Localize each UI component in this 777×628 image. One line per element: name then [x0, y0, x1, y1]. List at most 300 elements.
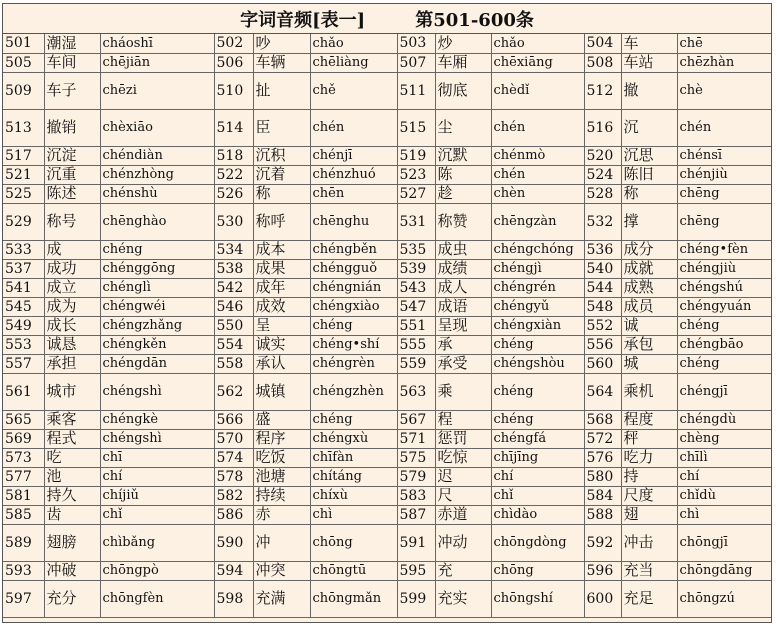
- entry-pinyin: chèdǐ: [491, 72, 584, 109]
- entry-number: 502: [214, 34, 253, 53]
- entry-word: 吃力: [621, 448, 677, 467]
- entry-pinyin: chén: [310, 109, 397, 146]
- entry-pinyin: chōngpò: [100, 561, 214, 580]
- entry-word: 吃惊: [435, 448, 491, 467]
- entry-pinyin: chéngguǒ: [310, 259, 397, 278]
- table-row: [3, 373, 771, 410]
- entry-number: 551: [397, 316, 435, 335]
- entry-pinyin: chéngfá: [491, 429, 584, 448]
- entry-pinyin: chénjiù: [677, 165, 771, 184]
- entry-pinyin: chèxiāo: [100, 109, 214, 146]
- entry-word: 乘: [435, 373, 491, 410]
- entry-number: 537: [3, 259, 44, 278]
- entry-pinyin: chì: [677, 505, 771, 524]
- entry-number: 512: [584, 72, 621, 109]
- entry-pinyin: chénglì: [100, 278, 214, 297]
- entry-pinyin: chējiān: [100, 53, 214, 72]
- entry-number: 515: [397, 109, 435, 146]
- entry-pinyin: chéng•fèn: [677, 240, 771, 259]
- entry-word: 诚恳: [44, 335, 100, 354]
- entry-number: 508: [584, 53, 621, 72]
- entry-pinyin: chéngyǔ: [491, 297, 584, 316]
- entry-word: 承包: [621, 335, 677, 354]
- entry-word: 成立: [44, 278, 100, 297]
- entry-word: 程序: [253, 429, 310, 448]
- entry-number: 566: [214, 410, 253, 429]
- entry-pinyin: chéng: [310, 316, 397, 335]
- entry-pinyin: chōngdòng: [491, 524, 584, 561]
- entry-pinyin: chē: [677, 34, 771, 53]
- entry-number: 559: [397, 354, 435, 373]
- entry-word: 程: [435, 410, 491, 429]
- entry-word: 车间: [44, 53, 100, 72]
- entry-number: 505: [3, 53, 44, 72]
- entry-pinyin: chōng: [491, 561, 584, 580]
- entry-word: 城镇: [253, 373, 310, 410]
- entry-pinyin: chéngdān: [100, 354, 214, 373]
- entry-pinyin: chōng: [310, 524, 397, 561]
- entry-number: 565: [3, 410, 44, 429]
- entry-word: 城市: [44, 373, 100, 410]
- entry-pinyin: chéngshì: [100, 373, 214, 410]
- entry-number: 582: [214, 486, 253, 505]
- entry-word: 迟: [435, 467, 491, 486]
- entry-number: 585: [3, 505, 44, 524]
- table-row: [3, 109, 771, 146]
- entry-word: 称: [253, 184, 310, 203]
- entry-number: 558: [214, 354, 253, 373]
- entry-number: 600: [584, 580, 621, 617]
- entry-word: 撑: [621, 203, 677, 240]
- table-row: [3, 429, 771, 448]
- entry-pinyin: chéngzhǎng: [100, 316, 214, 335]
- entry-number: 584: [584, 486, 621, 505]
- entry-word: 沉淀: [44, 146, 100, 165]
- entry-pinyin: chéngběn: [310, 240, 397, 259]
- entry-word: 城: [621, 354, 677, 373]
- entry-pinyin: chōngmǎn: [310, 580, 397, 617]
- entry-pinyin: chéngzhèn: [310, 373, 397, 410]
- entry-number: 562: [214, 373, 253, 410]
- table-row: [3, 524, 771, 561]
- table-row: [3, 505, 771, 524]
- entry-pinyin: chén: [491, 109, 584, 146]
- entry-word: 陈述: [44, 184, 100, 203]
- entry-word: 车厢: [435, 53, 491, 72]
- entry-pinyin: chéngkěn: [100, 335, 214, 354]
- entry-number: 543: [397, 278, 435, 297]
- entry-pinyin: chéngdù: [677, 410, 771, 429]
- entry-pinyin: chījīng: [491, 448, 584, 467]
- entry-number: 503: [397, 34, 435, 53]
- entry-number: 595: [397, 561, 435, 580]
- entry-pinyin: chéng•shí: [310, 335, 397, 354]
- table-row: [3, 486, 771, 505]
- table-row: [3, 259, 771, 278]
- entry-word: 彻底: [435, 72, 491, 109]
- entry-pinyin: chōngshí: [491, 580, 584, 617]
- entry-word: 称号: [44, 203, 100, 240]
- entry-word: 池: [44, 467, 100, 486]
- entry-word: 成本: [253, 240, 310, 259]
- entry-word: 承受: [435, 354, 491, 373]
- entry-number: 590: [214, 524, 253, 561]
- entry-pinyin: chénshù: [100, 184, 214, 203]
- entry-pinyin: chénzhòng: [100, 165, 214, 184]
- entry-number: 501: [3, 34, 44, 53]
- entry-number: 589: [3, 524, 44, 561]
- entry-pinyin: chén: [677, 109, 771, 146]
- entry-number: 569: [3, 429, 44, 448]
- entry-word: 齿: [44, 505, 100, 524]
- entry-word: 尘: [435, 109, 491, 146]
- entry-word: 车: [621, 34, 677, 53]
- entry-number: 555: [397, 335, 435, 354]
- entry-word: 成为: [44, 297, 100, 316]
- entry-number: 522: [214, 165, 253, 184]
- entry-word: 池塘: [253, 467, 310, 486]
- entry-word: 冲: [253, 524, 310, 561]
- entry-pinyin: chénggōng: [100, 259, 214, 278]
- entry-number: 574: [214, 448, 253, 467]
- entry-pinyin: chēng: [677, 184, 771, 203]
- entry-number: 540: [584, 259, 621, 278]
- entry-word: 成熟: [621, 278, 677, 297]
- entry-pinyin: chéngxiàn: [491, 316, 584, 335]
- table-row: [3, 278, 771, 297]
- entry-number: 573: [3, 448, 44, 467]
- entry-number: 581: [3, 486, 44, 505]
- entry-word: 成语: [435, 297, 491, 316]
- entry-pinyin: chéng: [677, 354, 771, 373]
- table-row: [3, 580, 771, 617]
- entry-number: 548: [584, 297, 621, 316]
- entry-word: 尺: [435, 486, 491, 505]
- entry-word: 程式: [44, 429, 100, 448]
- entry-pinyin: chénmò: [491, 146, 584, 165]
- entry-pinyin: chítáng: [310, 467, 397, 486]
- entry-number: 525: [3, 184, 44, 203]
- entry-number: 524: [584, 165, 621, 184]
- entry-pinyin: chìdào: [491, 505, 584, 524]
- entry-pinyin: chéngwéi: [100, 297, 214, 316]
- entry-number: 536: [584, 240, 621, 259]
- entry-word: 成虫: [435, 240, 491, 259]
- entry-number: 571: [397, 429, 435, 448]
- entry-word: 成员: [621, 297, 677, 316]
- entry-word: 沉着: [253, 165, 310, 184]
- sheet-title: 字词音频[表一] 第501-600条: [3, 4, 771, 34]
- entry-pinyin: chī: [100, 448, 214, 467]
- entry-pinyin: chōngjī: [677, 524, 771, 561]
- entry-pinyin: chéngkè: [100, 410, 214, 429]
- entry-word: 冲突: [253, 561, 310, 580]
- entry-pinyin: chēngzàn: [491, 203, 584, 240]
- entry-number: 532: [584, 203, 621, 240]
- entry-pinyin: chèng: [677, 429, 771, 448]
- entry-pinyin: chéngchóng: [491, 240, 584, 259]
- entry-number: 527: [397, 184, 435, 203]
- entry-number: 546: [214, 297, 253, 316]
- entry-number: 533: [3, 240, 44, 259]
- table-row: [3, 316, 771, 335]
- entry-word: 车辆: [253, 53, 310, 72]
- entry-number: 544: [584, 278, 621, 297]
- entry-pinyin: chéngshì: [100, 429, 214, 448]
- entry-word: 趁: [435, 184, 491, 203]
- entry-word: 车站: [621, 53, 677, 72]
- entry-pinyin: chén: [491, 165, 584, 184]
- entry-word: 充实: [435, 580, 491, 617]
- entry-number: 552: [584, 316, 621, 335]
- entry-number: 596: [584, 561, 621, 580]
- entry-word: 成绩: [435, 259, 491, 278]
- entry-number: 597: [3, 580, 44, 617]
- entry-number: 578: [214, 467, 253, 486]
- entry-number: 523: [397, 165, 435, 184]
- entry-word: 呈现: [435, 316, 491, 335]
- entry-word: 沉积: [253, 146, 310, 165]
- entry-pinyin: chě: [310, 72, 397, 109]
- entry-word: 成果: [253, 259, 310, 278]
- entry-pinyin: chéng: [491, 410, 584, 429]
- entry-word: 诚实: [253, 335, 310, 354]
- entry-pinyin: chēng: [677, 203, 771, 240]
- entry-word: 炒: [435, 34, 491, 53]
- entry-number: 593: [3, 561, 44, 580]
- entry-pinyin: chéngyuán: [677, 297, 771, 316]
- entry-word: 尺度: [621, 486, 677, 505]
- entry-word: 成年: [253, 278, 310, 297]
- entry-pinyin: chǎo: [491, 34, 584, 53]
- entry-pinyin: chīfàn: [310, 448, 397, 467]
- entry-word: 持续: [253, 486, 310, 505]
- entry-word: 承认: [253, 354, 310, 373]
- table-row: [3, 72, 771, 109]
- table-row: [3, 561, 771, 580]
- entry-word: 沉: [621, 109, 677, 146]
- entry-pinyin: chénsī: [677, 146, 771, 165]
- entry-pinyin: chí: [100, 467, 214, 486]
- entry-number: 528: [584, 184, 621, 203]
- entry-pinyin: chíxù: [310, 486, 397, 505]
- entry-number: 539: [397, 259, 435, 278]
- entry-number: 577: [3, 467, 44, 486]
- entry-word: 沉思: [621, 146, 677, 165]
- entry-word: 充满: [253, 580, 310, 617]
- entry-pinyin: chēzhàn: [677, 53, 771, 72]
- table-row: [3, 335, 771, 354]
- entry-number: 542: [214, 278, 253, 297]
- entry-word: 沉默: [435, 146, 491, 165]
- entry-number: 511: [397, 72, 435, 109]
- entry-word: 充足: [621, 580, 677, 617]
- entry-word: 呈: [253, 316, 310, 335]
- entry-pinyin: chǐ: [491, 486, 584, 505]
- entry-pinyin: chì: [310, 505, 397, 524]
- entry-word: 吃: [44, 448, 100, 467]
- entry-number: 592: [584, 524, 621, 561]
- entry-word: 翅膀: [44, 524, 100, 561]
- entry-number: 557: [3, 354, 44, 373]
- entry-pinyin: chèn: [491, 184, 584, 203]
- entry-number: 554: [214, 335, 253, 354]
- entry-word: 称赞: [435, 203, 491, 240]
- entry-pinyin: chí: [491, 467, 584, 486]
- entry-word: 乘机: [621, 373, 677, 410]
- entry-word: 成就: [621, 259, 677, 278]
- entry-number: 594: [214, 561, 253, 580]
- entry-pinyin: chōngzú: [677, 580, 771, 617]
- entry-pinyin: chōngfèn: [100, 580, 214, 617]
- entry-word: 称: [621, 184, 677, 203]
- entry-word: 陈: [435, 165, 491, 184]
- entry-number: 579: [397, 467, 435, 486]
- entry-pinyin: chí: [677, 467, 771, 486]
- entry-word: 吵: [253, 34, 310, 53]
- entry-number: 580: [584, 467, 621, 486]
- entry-word: 乘客: [44, 410, 100, 429]
- table-row: [3, 34, 771, 53]
- entry-pinyin: chéngshú: [677, 278, 771, 297]
- entry-pinyin: chǎo: [310, 34, 397, 53]
- entry-number: 520: [584, 146, 621, 165]
- entry-number: 563: [397, 373, 435, 410]
- entry-number: 504: [584, 34, 621, 53]
- entry-number: 587: [397, 505, 435, 524]
- entry-number: 535: [397, 240, 435, 259]
- vocabulary-table: [3, 34, 771, 618]
- entry-pinyin: chēxiāng: [491, 53, 584, 72]
- entry-pinyin: chéngrèn: [310, 354, 397, 373]
- table-row: [3, 184, 771, 203]
- entry-pinyin: chéngjì: [491, 259, 584, 278]
- table-row: [3, 467, 771, 486]
- entry-pinyin: chíjiǔ: [100, 486, 214, 505]
- entry-pinyin: chōngtū: [310, 561, 397, 580]
- entry-number: 575: [397, 448, 435, 467]
- entry-word: 成长: [44, 316, 100, 335]
- entry-number: 572: [584, 429, 621, 448]
- entry-number: 560: [584, 354, 621, 373]
- entry-pinyin: chéngxiào: [310, 297, 397, 316]
- entry-number: 514: [214, 109, 253, 146]
- entry-word: 持久: [44, 486, 100, 505]
- entry-number: 556: [584, 335, 621, 354]
- entry-pinyin: chēnghào: [100, 203, 214, 240]
- entry-number: 531: [397, 203, 435, 240]
- entry-number: 598: [214, 580, 253, 617]
- entry-number: 510: [214, 72, 253, 109]
- entry-pinyin: chéng: [310, 410, 397, 429]
- entry-word: 成功: [44, 259, 100, 278]
- entry-pinyin: chénjī: [310, 146, 397, 165]
- entry-pinyin: chéngxù: [310, 429, 397, 448]
- entry-number: 538: [214, 259, 253, 278]
- entry-word: 冲破: [44, 561, 100, 580]
- entry-number: 549: [3, 316, 44, 335]
- entry-word: 秤: [621, 429, 677, 448]
- entry-number: 526: [214, 184, 253, 203]
- entry-pinyin: chéndiàn: [100, 146, 214, 165]
- table-row: [3, 203, 771, 240]
- entry-word: 成效: [253, 297, 310, 316]
- entry-pinyin: chīlì: [677, 448, 771, 467]
- entry-word: 持: [621, 467, 677, 486]
- entry-number: 519: [397, 146, 435, 165]
- table-row: [3, 354, 771, 373]
- entry-pinyin: chéngnián: [310, 278, 397, 297]
- entry-number: 570: [214, 429, 253, 448]
- entry-pinyin: chǐdù: [677, 486, 771, 505]
- entry-pinyin: chéng: [677, 316, 771, 335]
- entry-number: 553: [3, 335, 44, 354]
- entry-word: 赤道: [435, 505, 491, 524]
- entry-pinyin: chēn: [310, 184, 397, 203]
- entry-number: 588: [584, 505, 621, 524]
- entry-word: 冲动: [435, 524, 491, 561]
- entry-pinyin: chéng: [491, 335, 584, 354]
- entry-number: 530: [214, 203, 253, 240]
- table-row: [3, 146, 771, 165]
- entry-pinyin: chēliàng: [310, 53, 397, 72]
- entry-word: 盛: [253, 410, 310, 429]
- entry-pinyin: chéng: [491, 373, 584, 410]
- entry-word: 车子: [44, 72, 100, 109]
- entry-pinyin: chè: [677, 72, 771, 109]
- entry-pinyin: chéng: [100, 240, 214, 259]
- entry-word: 称呼: [253, 203, 310, 240]
- entry-word: 冲击: [621, 524, 677, 561]
- entry-number: 521: [3, 165, 44, 184]
- entry-pinyin: chéngjiù: [677, 259, 771, 278]
- table-row: [3, 448, 771, 467]
- entry-number: 550: [214, 316, 253, 335]
- entry-number: 509: [3, 72, 44, 109]
- vocabulary-sheet: [2, 3, 772, 623]
- entry-number: 567: [397, 410, 435, 429]
- entry-word: 撤销: [44, 109, 100, 146]
- entry-pinyin: cháoshī: [100, 34, 214, 53]
- entry-number: 564: [584, 373, 621, 410]
- entry-number: 506: [214, 53, 253, 72]
- entry-word: 成分: [621, 240, 677, 259]
- entry-number: 516: [584, 109, 621, 146]
- entry-word: 惩罚: [435, 429, 491, 448]
- entry-word: 程度: [621, 410, 677, 429]
- entry-number: 545: [3, 297, 44, 316]
- entry-pinyin: chéngshòu: [491, 354, 584, 373]
- entry-number: 547: [397, 297, 435, 316]
- table-row: [3, 297, 771, 316]
- entry-word: 充当: [621, 561, 677, 580]
- entry-pinyin: chéngjī: [677, 373, 771, 410]
- table-row: [3, 240, 771, 259]
- entry-word: 充分: [44, 580, 100, 617]
- entry-word: 撤: [621, 72, 677, 109]
- entry-word: 承: [435, 335, 491, 354]
- entry-number: 518: [214, 146, 253, 165]
- entry-number: 576: [584, 448, 621, 467]
- entry-word: 陈旧: [621, 165, 677, 184]
- entry-pinyin: chéngrén: [491, 278, 584, 297]
- entry-number: 529: [3, 203, 44, 240]
- entry-word: 沉重: [44, 165, 100, 184]
- entry-pinyin: chēzi: [100, 72, 214, 109]
- entry-number: 568: [584, 410, 621, 429]
- entry-number: 561: [3, 373, 44, 410]
- entry-word: 潮湿: [44, 34, 100, 53]
